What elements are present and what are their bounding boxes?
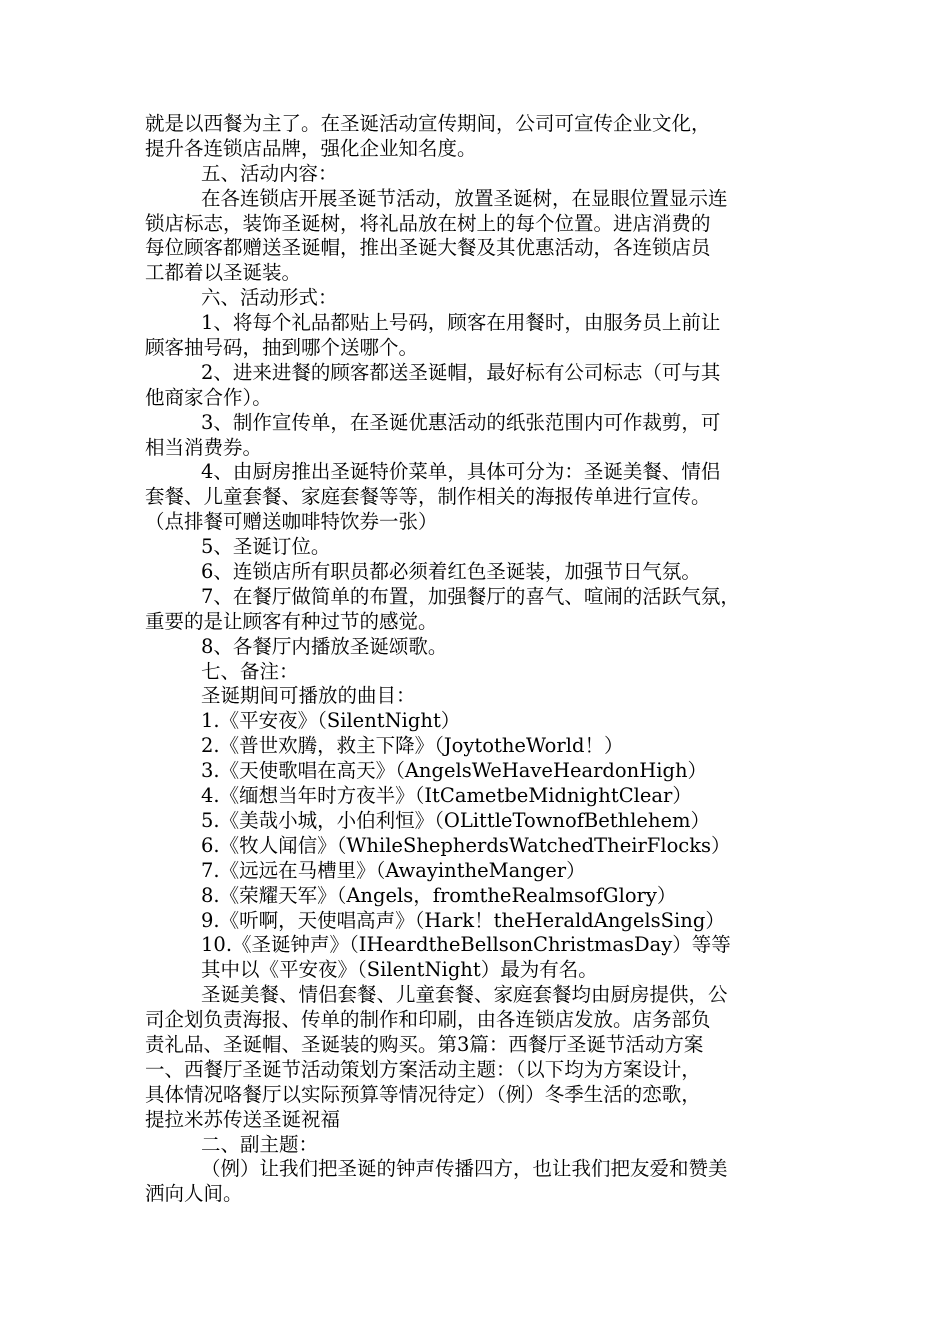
- document-body: [145, 112, 815, 1207]
- text-line: 锁店标志，装饰圣诞树，将礼品放在树上的每个位置。进店消费的: [145, 211, 711, 235]
- text-line: 重要的是让顾客有种过节的感觉。: [145, 609, 438, 633]
- text-line: 他商家合作）。: [145, 385, 272, 409]
- text-line: 一、西餐厅圣诞节活动策划方案活动主题：（以下均为方案设计，: [145, 1057, 701, 1081]
- text-line: 责礼品、圣诞帽、圣诞装的购买。第3篇：西餐厅圣诞节活动方案: [145, 1032, 704, 1056]
- text-line: 6、连锁店所有职员都必须着红色圣诞装，加强节日气氛。: [201, 560, 701, 584]
- text-line: 二、副主题：: [201, 1132, 319, 1156]
- text-line: 3.《天使歌唱在高天》（AngelsWeHaveHeardonHigh）: [201, 759, 708, 783]
- text-line: 7、在餐厅做简单的布置，加强餐厅的喜气、喧闹的活跃气氛，: [201, 584, 740, 608]
- text-line: （点排餐可赠送咖啡特饮券一张）: [145, 510, 438, 534]
- text-line: 顾客抽号码，抽到哪个送哪个。: [145, 336, 419, 360]
- text-line: 司企划负责海报、传单的制作和印刷，由各连锁店发放。店务部负: [145, 1008, 711, 1032]
- text-line: 5.《美哉小城，小伯利恒》（OLittleTownofBethlehem）: [201, 808, 711, 832]
- text-line: 1、将每个礼品都贴上号码，顾客在用餐时，由服务员上前让: [201, 311, 721, 335]
- text-line: 10.《圣诞钟声》（IHeardtheBellsonChristmasDay）等等: [201, 933, 731, 957]
- text-line: 工都着以圣诞装。: [145, 261, 302, 285]
- text-line: 4、由厨房推出圣诞特价菜单，具体可分为：圣诞美餐、情侣: [201, 460, 721, 484]
- text-line: 5、圣诞订位。: [201, 535, 331, 559]
- text-line: 1.《平安夜》（SilentNight）: [201, 709, 461, 733]
- text-line: 在各连锁店开展圣诞节活动，放置圣诞树，在显眼位置显示连: [201, 186, 728, 210]
- text-line: （例）让我们把圣诞的钟声传播四方，也让我们把友爱和赞美: [201, 1157, 728, 1181]
- text-line: 套餐、儿童套餐、家庭套餐等等，制作相关的海报传单进行宣传。: [145, 485, 711, 509]
- text-line: 其中以《平安夜》（SilentNight）最为有名。: [201, 958, 598, 982]
- text-line: 七、备注：: [201, 659, 299, 683]
- text-line: 提拉米苏传送圣诞祝福: [145, 1107, 341, 1131]
- text-line: 2、进来进餐的顾客都送圣诞帽，最好标有公司标志（可与其: [201, 360, 721, 384]
- text-line: 6.《牧人闻信》（WhileShepherdsWatchedTheirFlocks）: [201, 833, 731, 857]
- text-line: 9.《听啊，天使唱高声》（Hark！theHeraldAngelsSing）: [201, 908, 725, 932]
- text-line: 7.《远远在马槽里》（AwayintheManger）: [201, 858, 586, 882]
- text-line: 五、活动内容：: [201, 161, 338, 185]
- text-line: 4.《缅想当年时方夜半》（ItCametbeMidnightClear）: [201, 784, 692, 808]
- text-line: 具体情况咯餐厅以实际预算等情况待定）（例）冬季生活的恋歌，: [145, 1082, 701, 1106]
- text-line: 六、活动形式：: [201, 286, 338, 310]
- text-line: 洒向人间。: [145, 1182, 243, 1206]
- text-line: 2.《普世欢腾，救主下降》（JoytotheWorld！）: [201, 734, 624, 758]
- text-line: 8、各餐厅内播放圣诞颂歌。: [201, 634, 448, 658]
- text-line: 每位顾客都赠送圣诞帽，推出圣诞大餐及其优惠活动，各连锁店员: [145, 236, 711, 260]
- text-line: 3、制作宣传单，在圣诞优惠活动的纸张范围内可作裁剪，可: [201, 410, 721, 434]
- text-line: 圣诞期间可播放的曲目：: [201, 684, 416, 708]
- text-line: 相当消费券。: [145, 435, 263, 459]
- text-line: 圣诞美餐、情侣套餐、儿童套餐、家庭套餐均由厨房提供，公: [201, 983, 728, 1007]
- text-line: 提升各连锁店品牌，强化企业知名度。: [145, 136, 477, 160]
- text-line: 就是以西餐为主了。在圣诞活动宣传期间，公司可宣传企业文化，: [145, 112, 711, 135]
- text-line: 8.《荣耀天军》（Angels，fromtheRealmsofGlory）: [201, 883, 677, 907]
